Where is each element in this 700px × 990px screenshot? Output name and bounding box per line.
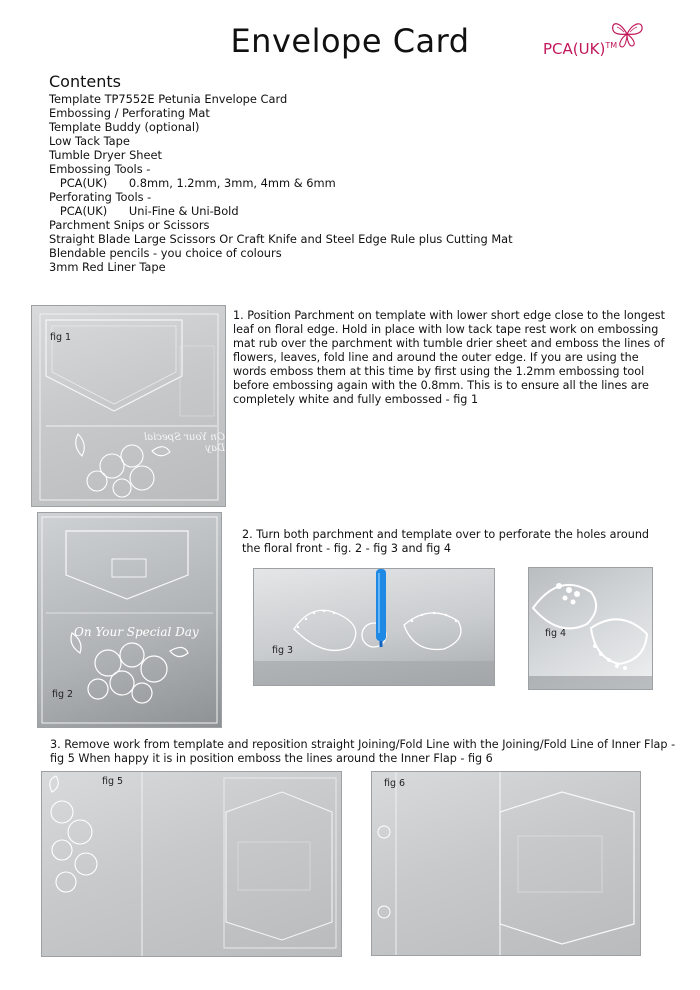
contents-item: Blendable pencils - you choice of colours [49,246,282,260]
fig3-label: fig 3 [272,645,294,656]
contents-item: Parchment Snips or Scissors [49,218,210,232]
fig5-label: fig 5 [102,776,124,787]
contents-item: Template TP7552E Petunia Envelope Card [49,92,288,106]
fig4-photo [528,567,653,690]
fig1-words: On Your Special Day [143,432,225,454]
contents-item: Low Tack Tape [49,134,130,148]
contents-item: Straight Blade Large Scissors Or Craft Knife and Steel Edge Rule plus Cutting Mat [49,232,513,246]
contents-heading: Contents [49,72,121,91]
fig5-photo [41,771,342,957]
fig4-label: fig 4 [545,628,567,639]
fig2-words: On Your Special Day [74,625,199,639]
fig3-photo [253,568,495,686]
contents-item: Embossing / Perforating Mat [49,106,210,120]
contents-item: Embossing Tools - [49,162,151,176]
fig6-artwork [372,772,640,955]
step-3-text: 3. Remove work from template and reposition straight Joining/Fold Line with the Joining/Fold Line of Inner Flap - fig 5 When happy it is in position emboss the lines around the Inner Flap - fig 6 [50,738,676,765]
step-2-text: 2. Turn both parchment and template over to perforate the holes around the floral front - fig. 2 - fig 3 and fig 4 [242,528,650,555]
fig6-label: fig 6 [384,778,406,789]
contents-section [49,73,513,274]
step-1-text: 1. Position Parchment on template with lower short edge close to the longest leaf on floral edge. Hold in place with low tack tape rest work on embossing mat rub over the parchment with tumble drier sheet and emboss the lines of flowers, leaves, fold line and around the outer edge. If you are using the words emboss them at this time by first using the 1.2mm embossing tool before embossing again with the 0.8mm. This is to ensure all the lines are completely white and fully embossed - fig 1 [233,309,665,406]
fig3-artwork [254,569,494,685]
perforating-tool [376,569,386,647]
logo-text: PCA(UK)™ [543,40,618,58]
contents-item: PCA(UK) 0.8mm, 1.2mm, 3mm, 4mm & 6mm [49,176,336,190]
fig2-photo [37,512,222,728]
contents-item: Perforating Tools - [49,190,152,204]
fig1-photo [31,305,226,507]
contents-item: Tumble Dryer Sheet [49,148,163,162]
contents-item: Template Buddy (optional) [49,120,200,134]
page-title: Envelope Card [230,22,470,60]
fig2-label: fig 2 [52,689,74,700]
pca-logo [543,18,653,68]
contents-item: PCA(UK) Uni-Fine & Uni-Bold [49,204,239,218]
fig1-label: fig 1 [50,332,72,343]
contents-item: 3mm Red Liner Tape [49,260,166,274]
fig6-photo [371,771,641,956]
fig5-artwork [42,772,341,956]
